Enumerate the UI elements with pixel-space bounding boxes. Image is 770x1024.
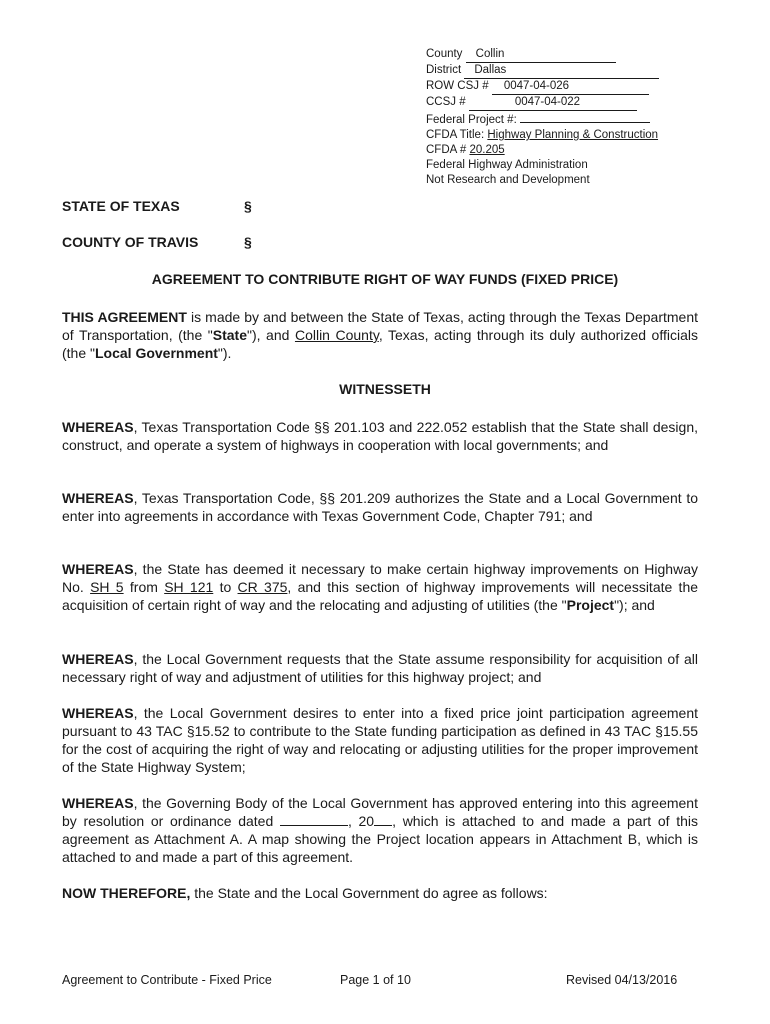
- district-value: Dallas: [464, 63, 659, 79]
- footer-page-number: Page 1 of 10: [340, 973, 411, 987]
- recital-1: WHEREAS, Texas Transportation Code §§ 201.103 and 222.052 establish that the State shall design, construct, and operate a system of highways in cooperation with local governments; and: [62, 419, 698, 453]
- county-name: Collin County: [294, 327, 379, 343]
- to-limit: CR 375: [237, 579, 288, 595]
- county-value: Collin: [466, 47, 616, 63]
- from-limit: SH 121: [164, 579, 214, 595]
- state-label: STATE OF TEXAS: [62, 198, 180, 214]
- resolution-year-blank: [374, 814, 392, 826]
- county-of-travis-row: [62, 234, 252, 250]
- row-csj-line: ROW CSJ # 0047-04-026: [426, 79, 686, 95]
- recital-3: WHEREAS, the State has deemed it necessary to make certain highway improvements on Highway No. SH 5 from SH 121 to CR 375, and this section of highway improvements will necessitate the acquisition of certain right of way and the relocating and adjusting of utilities (the "Project"); and: [62, 561, 699, 613]
- row-csj-value: 0047-04-026: [492, 79, 649, 95]
- county-line: County Collin: [426, 47, 686, 63]
- section-symbol: §: [244, 234, 252, 250]
- witnesseth-heading: WITNESSETH: [339, 381, 431, 397]
- recital-2: WHEREAS, Texas Transportation Code, §§ 201.209 authorizes the State and a Local Government to enter into agreements in accordance with Texas Government Code, Chapter 791; and: [62, 490, 698, 524]
- recital-5: WHEREAS, the Local Government desires to enter into a fixed price joint participation agreement pursuant to 43 TAC §15.52 to contribute to the State funding participation as defined in 43 TAC §15.55 for the cost of acquiring the right of way and relocating or adjusting utilities for the proper improvement of the State Highway System;: [62, 705, 698, 775]
- research-line: Not Research and Development: [426, 174, 590, 186]
- ccsj-value: 0047-04-022: [469, 95, 637, 111]
- cfda-number-line: CFDA # 20.205: [426, 144, 505, 156]
- county-label: COUNTY OF TRAVIS: [62, 234, 199, 250]
- federal-project-blank: [520, 111, 650, 123]
- state-of-texas-row: [62, 198, 252, 214]
- recital-4: WHEREAS, the Local Government requests that the State assume responsibility for acquisition of all necessary right of way and adjustment of utilities for this highway project; and: [62, 651, 698, 685]
- resolution-date-blank: [280, 814, 348, 826]
- intro-paragraph: THIS AGREEMENT is made by and between the State of Texas, acting through the Texas Department of Transportation, (the "State"), and Collin County, Texas, acting through its duly authorized officials (the "Local Government").: [62, 309, 698, 361]
- ccsj-line: CCSJ # 0047-04-022: [426, 95, 686, 111]
- agreement-title: AGREEMENT TO CONTRIBUTE RIGHT OF WAY FUNDS (FIXED PRICE): [151, 271, 619, 287]
- recital-6: WHEREAS, the Governing Body of the Local Government has approved entering into this agreement by resolution or ordinance dated , 20 , which is attached to and made a part of this agreement as Attachment A. A map showing the Project location appears in Attachment B, which is attached to and made a part of this agreement.: [62, 795, 698, 865]
- cfda-title-value: Highway Planning & Construction: [487, 129, 659, 141]
- footer-revision: Revised 04/13/2016: [566, 973, 678, 987]
- now-therefore-paragraph: NOW THEREFORE, the State and the Local Government do agree as follows:: [62, 885, 548, 901]
- cfda-number-value: 20.205: [469, 144, 505, 156]
- highway-number: SH 5: [90, 579, 124, 595]
- district-line: District Dallas: [426, 63, 686, 79]
- federal-project-line: Federal Project #:: [426, 111, 686, 128]
- agency-line: Federal Highway Administration: [426, 159, 588, 171]
- section-symbol: §: [244, 198, 252, 214]
- document-header: [426, 47, 686, 188]
- cfda-title-line: CFDA Title: Highway Planning & Construction: [426, 129, 659, 141]
- footer-left: Agreement to Contribute - Fixed Price: [62, 973, 272, 987]
